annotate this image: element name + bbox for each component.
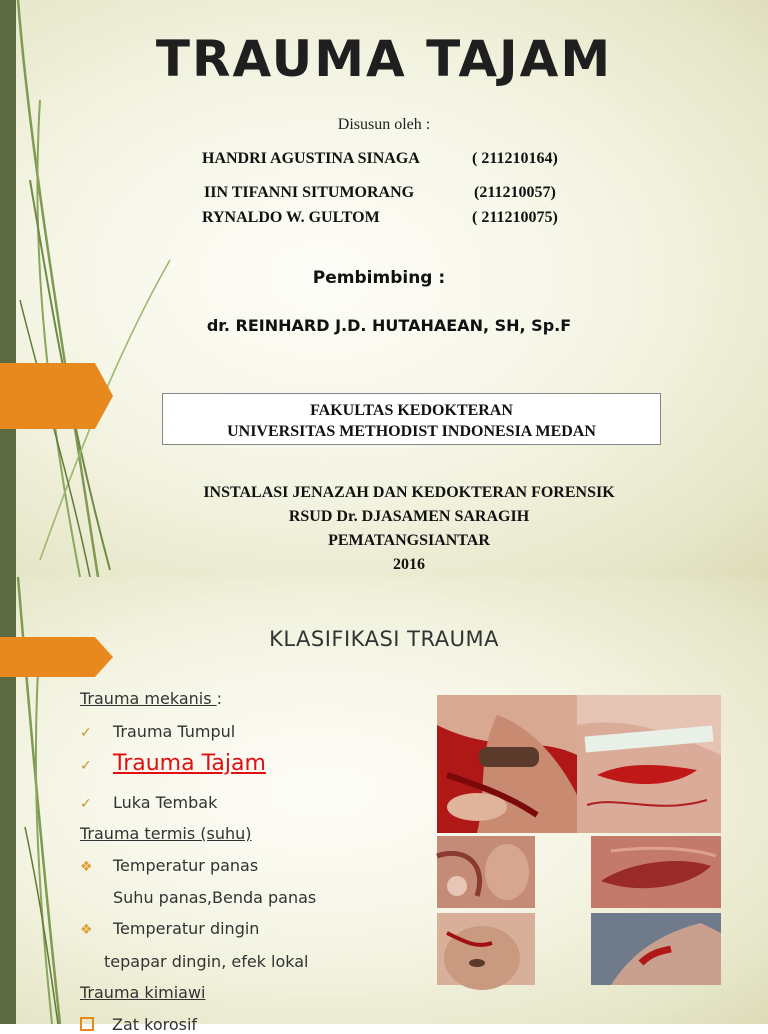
institution-line: PEMATANGSIANTAR [328,532,490,549]
supervisor-name: dr. REINHARD J.D. HUTAHAEAN, SH, Sp.F [206,316,572,335]
author-list [202,150,602,252]
checkmark-icon: ✓ [80,758,92,774]
list-item: ❖ Temperatur dingin [80,919,260,938]
arm-wound-photo [591,913,721,985]
author-name: HANDRI AGUSTINA SINAGA [202,150,420,167]
institution-year: 2016 [393,556,425,573]
diamond-bullet-icon: ❖ [80,922,93,938]
list-subitem: Suhu panas,Benda panas [113,888,317,907]
author-id: ( 211210075) [472,209,558,226]
accent-arrow-tab [0,363,113,429]
slide-title: KLASIFIKASI TRAUMA [269,627,499,651]
author-name: IIN TIFANNI SITUMORANG [204,184,415,201]
supervisor-label: Pembimbing : [312,268,446,288]
list-subitem: tepapar dingin, efek lokal [104,952,309,971]
checkmark-icon: ✓ [80,796,92,812]
author-id: (211210057) [474,184,556,201]
author-row [202,209,602,252]
list-item: ❖ Temperatur panas [80,856,259,875]
faculty-name: FAKULTAS KEDOKTERAN [310,402,513,419]
burn-wound-photo-ear [437,836,535,908]
university-name: UNIVERSITAS METHODIST INDONESIA MEDAN [227,423,596,440]
classification-slide [0,577,768,1034]
list-heading: Trauma termis (suhu) [80,824,252,843]
institution-block [50,481,768,577]
stab-wound-photo [437,695,577,833]
diamond-bullet-icon: ❖ [80,859,93,875]
list-item: ✓ Luka Tembak [80,793,218,812]
author-id: ( 211210164) [472,150,558,167]
author-name: RYNALDO W. GULTOM [202,209,380,226]
slide-title: TRAUMA TAJAM [155,30,613,88]
list-item: ✓ Trauma Tumpul [80,722,236,741]
institution-line: RSUD Dr. DJASAMEN SARAGIH [288,508,530,525]
burn-wound-photo-skin [591,836,721,908]
list-item: Zat korosif [80,1015,197,1034]
author-row [202,150,602,184]
list-heading: Trauma mekanis : [80,689,223,708]
institution-line: INSTALASI JENAZAH DAN KEDOKTERAN FORENSIK [203,484,615,501]
head-wound-photo [437,913,535,985]
square-bullet-icon [80,1017,94,1031]
checkmark-icon: ✓ [80,725,92,741]
list-item-highlight: ✓ Trauma Tajam [80,751,266,776]
list-heading: Trauma kimiawi [80,983,206,1002]
incised-wound-photo [577,695,721,833]
prepared-by-label: Disusun oleh : [337,116,431,133]
wound-photo-collage [437,695,721,1025]
faculty-box [162,393,661,445]
